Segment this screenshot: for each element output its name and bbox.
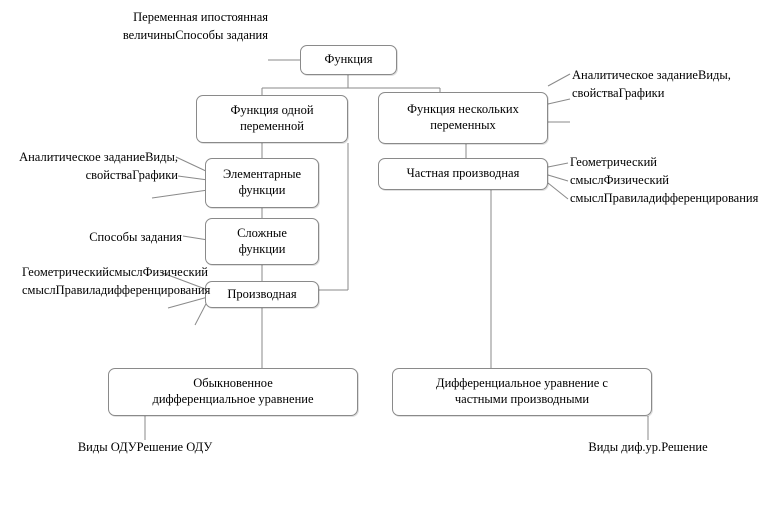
node-ode-line-1: дифференциальное уравнение [152, 392, 314, 406]
node-derivative[interactable] [205, 281, 319, 308]
label-elementary-l1: Виды, свойства [85, 150, 178, 183]
node-elementary-functions-line-0: Элементарные [222, 167, 302, 182]
node-composite-functions-line-0: Сложные [237, 225, 287, 240]
label-variable-constant-l0: Переменная и [133, 10, 208, 24]
label-pde-properties [578, 438, 718, 456]
label-partial-l3: дифференцирования [648, 191, 759, 206]
label-partial-l2: Правила [603, 191, 649, 206]
node-several-variables-function-line-1: переменных [430, 118, 496, 132]
label-partial-l1: Физический смысл [570, 173, 669, 206]
label-several-vars-l1: Виды, свойства [572, 68, 731, 101]
node-partial-derivative[interactable] [378, 158, 548, 190]
label-composite-properties [40, 228, 182, 246]
label-variable-constant-l2: Способы задания [175, 28, 268, 43]
node-ordinary-differential-equation[interactable] [108, 368, 358, 416]
label-partial-derivative-properties [570, 153, 759, 207]
label-variable-constant [108, 8, 268, 44]
node-function-line-0: Функция [324, 52, 373, 67]
label-partial-l0: Геометрический смысл [570, 155, 657, 188]
label-elementary-properties [10, 148, 178, 184]
node-pde-line-1: частными производными [454, 392, 590, 406]
node-composite-functions[interactable] [205, 218, 319, 265]
node-partial-differential-equation[interactable] [392, 368, 652, 416]
label-derivative-l0: Геометрический [22, 265, 109, 279]
label-several-vars-l2: Графики [618, 86, 665, 101]
label-pde-l0: Виды диф.ур. [588, 440, 662, 454]
node-derivative-line-0: Производная [227, 286, 297, 301]
label-elementary-l0: Аналитическое задание [19, 150, 146, 164]
label-pde-l1: Решение [661, 440, 708, 454]
node-ode-line-0: Обыкновенное [193, 376, 273, 391]
label-ode-properties [75, 438, 215, 456]
label-derivative-l4: дифференцирования [100, 283, 211, 298]
label-composite-l0: Способы задания [89, 230, 182, 244]
label-derivative-l1: смысл [109, 265, 143, 279]
label-several-vars-l0: Аналитическое задание [572, 68, 698, 82]
label-derivative-l3: Правила [55, 283, 101, 298]
label-derivative-l2: Физический смысл [22, 265, 208, 298]
label-several-variables-properties [572, 66, 754, 102]
node-elementary-functions-line-1: функции [238, 183, 286, 197]
label-ode-l1: Решение ОДУ [136, 440, 213, 454]
label-ode-l0: Виды ОДУ [77, 440, 137, 454]
node-one-variable-function[interactable] [196, 95, 348, 143]
node-pde-line-0: Дифференциальное уравнение с [436, 376, 608, 391]
node-function[interactable] [300, 45, 397, 75]
label-elementary-l2: Графики [132, 168, 178, 183]
node-one-variable-function-line-1: переменной [240, 119, 304, 133]
node-partial-derivative-line-0: Частная производная [406, 166, 520, 181]
label-derivative-properties [22, 263, 211, 299]
node-elementary-functions[interactable] [205, 158, 319, 208]
node-composite-functions-line-1: функции [238, 241, 286, 256]
node-one-variable-function-line-0: Функция одной [230, 103, 314, 118]
label-variable-constant-l1: постоянная величины [122, 10, 268, 43]
node-several-variables-function[interactable] [378, 92, 548, 144]
node-several-variables-function-line-0: Функция нескольких [407, 102, 519, 117]
